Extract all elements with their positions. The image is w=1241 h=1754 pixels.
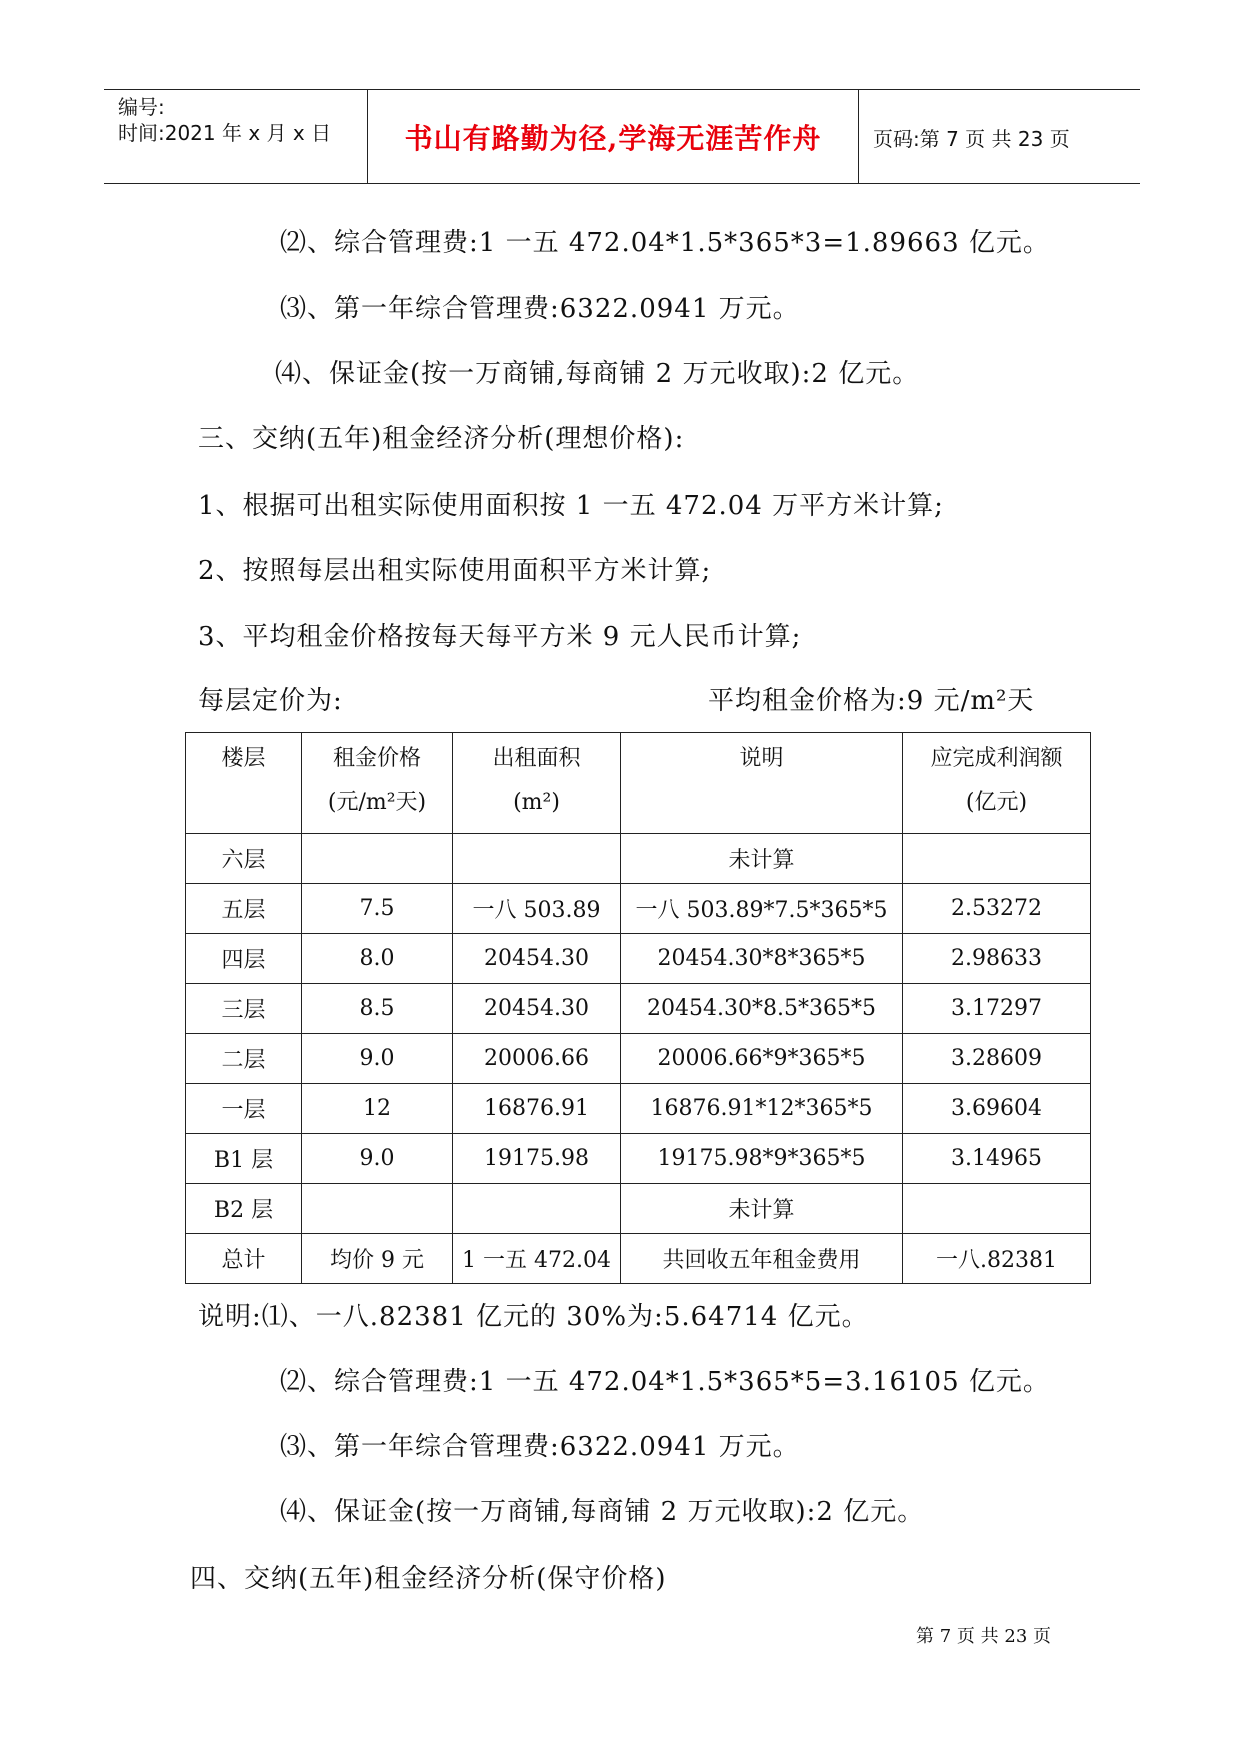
cell-profit: 3.17297	[903, 984, 1091, 1034]
header-page-cell	[859, 90, 1140, 183]
cell-floor: 总计	[186, 1234, 302, 1284]
cell-area: 1 一五 472.04	[453, 1234, 621, 1284]
cell-floor: 二层	[186, 1034, 302, 1084]
cell-area: 16876.91	[453, 1084, 621, 1134]
note-line-4: ⑷、保证金(按一万商铺,每商铺 2 万元收取):2 亿元。	[280, 1497, 925, 1527]
cell-note: 16876.91*12*365*5	[621, 1084, 903, 1134]
cell-note: 一八 503.89*7.5*365*5	[621, 884, 903, 934]
cell-floor: B1 层	[186, 1134, 302, 1184]
cell-area	[453, 834, 621, 884]
cell-profit: 3.28609	[903, 1034, 1091, 1084]
table-row	[186, 834, 1091, 884]
cell-price	[302, 834, 453, 884]
average-price-label: 平均租金价格为:9 元/m²天	[708, 686, 1035, 716]
cell-price: 8.5	[302, 984, 453, 1034]
body-line-item-3: 3、平均租金价格按每天每平方米 9 元人民币计算;	[198, 622, 802, 652]
cell-note: 未计算	[621, 834, 903, 884]
header-note: 说明	[621, 733, 903, 834]
cell-profit	[903, 834, 1091, 884]
per-floor-pricing-label: 每层定价为:	[198, 686, 343, 716]
cell-note: 20454.30*8.5*365*5	[621, 984, 903, 1034]
cell-floor: 三层	[186, 984, 302, 1034]
section-heading-three: 三、交纳(五年)租金经济分析(理想价格):	[198, 424, 685, 454]
cell-floor: 四层	[186, 934, 302, 984]
document-number-label: 编号:	[118, 95, 165, 119]
header-rent-area: 出租面积 (m²)	[453, 733, 621, 834]
body-line-first-year-fee: ⑶、第一年综合管理费:6322.0941 万元。	[280, 294, 800, 324]
cell-price: 9.0	[302, 1034, 453, 1084]
cell-floor: 五层	[186, 884, 302, 934]
cell-price	[302, 1184, 453, 1234]
cell-area: 20006.66	[453, 1034, 621, 1084]
cell-profit: 3.69604	[903, 1084, 1091, 1134]
body-line-management-fee-3yr: ⑵、综合管理费:1 一五 472.04*1.5*365*3=1.89663 亿元。	[280, 228, 1050, 258]
note-line-3: ⑶、第一年综合管理费:6322.0941 万元。	[280, 1432, 800, 1462]
cell-note: 19175.98*9*365*5	[621, 1134, 903, 1184]
header-rent-price: 租金价格 (元/m²天)	[302, 733, 453, 834]
body-line-item-2: 2、按照每层出租实际使用面积平方米计算;	[198, 556, 712, 586]
table-row	[186, 1034, 1091, 1084]
cell-area: 19175.98	[453, 1134, 621, 1184]
cell-floor: B2 层	[186, 1184, 302, 1234]
cell-profit: 一八.82381	[903, 1234, 1091, 1284]
table-row	[186, 1084, 1091, 1134]
header-motto: 书山有路勤为径,学海无涯苦作舟	[404, 122, 822, 155]
cell-area	[453, 1184, 621, 1234]
note-line-1: 说明:⑴、一八.82381 亿元的 30%为:5.64714 亿元。	[198, 1302, 869, 1332]
cell-profit: 3.14965	[903, 1134, 1091, 1184]
cell-area: 一八 503.89	[453, 884, 621, 934]
cell-price: 7.5	[302, 884, 453, 934]
rent-analysis-table	[185, 732, 1091, 1284]
cell-floor: 六层	[186, 834, 302, 884]
table-total-row	[186, 1234, 1091, 1284]
table-row	[186, 1184, 1091, 1234]
table-row	[186, 934, 1091, 984]
cell-price: 12	[302, 1084, 453, 1134]
cell-floor: 一层	[186, 1084, 302, 1134]
cell-note: 共回收五年租金费用	[621, 1234, 903, 1284]
cell-profit: 2.53272	[903, 884, 1091, 934]
page-footer-number: 第 7 页 共 23 页	[916, 1626, 1051, 1647]
header-floor: 楼层	[186, 733, 302, 834]
cell-profit	[903, 1184, 1091, 1234]
cell-note: 未计算	[621, 1184, 903, 1234]
table-row	[186, 984, 1091, 1034]
cell-note: 20006.66*9*365*5	[621, 1034, 903, 1084]
cell-area: 20454.30	[453, 984, 621, 1034]
cell-note: 20454.30*8*365*5	[621, 934, 903, 984]
header-meta	[104, 90, 368, 183]
note-line-2: ⑵、综合管理费:1 一五 472.04*1.5*365*5=3.16105 亿元。	[280, 1367, 1050, 1397]
page-header	[104, 89, 1140, 184]
table-row	[186, 1134, 1091, 1184]
document-time-label: 时间:2021 年 x 月 x 日	[118, 121, 332, 145]
header-motto-cell	[368, 90, 859, 183]
cell-price: 8.0	[302, 934, 453, 984]
table-row	[186, 884, 1091, 934]
cell-profit: 2.98633	[903, 934, 1091, 984]
table-header-row	[186, 733, 1091, 834]
header-page-number: 页码:第 7 页 共 23 页	[873, 127, 1070, 151]
cell-area: 20454.30	[453, 934, 621, 984]
section-heading-four: 四、交纳(五年)租金经济分析(保守价格)	[190, 1564, 667, 1594]
cell-price: 9.0	[302, 1134, 453, 1184]
body-line-deposit: ⑷、保证金(按一万商铺,每商铺 2 万元收取):2 亿元。	[275, 359, 920, 389]
header-profit: 应完成利润额 (亿元)	[903, 733, 1091, 834]
cell-price: 均价 9 元	[302, 1234, 453, 1284]
body-line-item-1: 1、根据可出租实际使用面积按 1 一五 472.04 万平方米计算;	[198, 491, 944, 521]
